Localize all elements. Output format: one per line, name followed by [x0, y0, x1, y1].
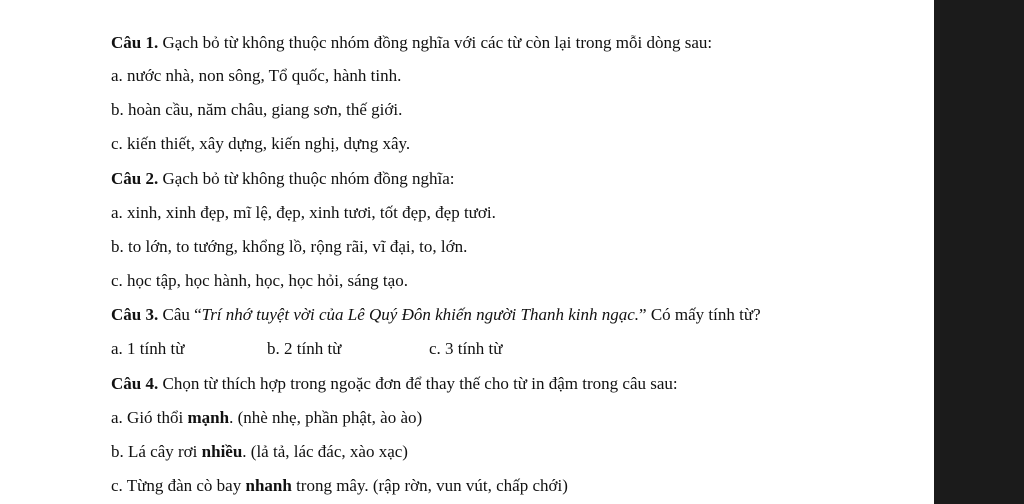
question-4 [111, 374, 678, 394]
question-4-text: Chọn từ thích hợp trong ngoặc đơn để thay thế cho từ in đậm trong câu sau: [158, 374, 678, 393]
question-1-line-a: a. nước nhà, non sông, Tổ quốc, hành tinh. [111, 66, 402, 85]
question-4-a-bold-word: mạnh [187, 408, 230, 427]
question-3-options [111, 339, 502, 359]
question-3 [111, 305, 761, 325]
question-4-b-pre: b. Lá cây rơi [111, 442, 202, 461]
question-3-label: Câu 3. [111, 305, 159, 324]
question-3-option-a: a. 1 tính từ [111, 339, 185, 358]
question-4-a-pre: a. Gió thổi [111, 408, 188, 427]
question-3-option-c: c. 3 tính từ [429, 339, 503, 358]
question-4-line-a [111, 408, 422, 428]
question-2-label: Câu 2. [111, 169, 159, 188]
question-4-c-bold-word: nhanh [245, 476, 292, 495]
dark-side-margin [934, 0, 1024, 504]
question-4-b-post: . (lả tả, lác đác, xào xạc) [242, 442, 408, 461]
question-2-line-c: c. học tập, học hành, học, học hỏi, sáng tạo. [111, 271, 408, 290]
question-1-text: Gạch bỏ từ không thuộc nhóm đồng nghĩa với các từ còn lại trong mỗi dòng sau: [158, 33, 713, 52]
question-3-post: ” Có mấy tính từ? [639, 305, 761, 324]
question-4-b-bold-word: nhiều [201, 442, 243, 461]
question-3-pre: Câu “ [158, 305, 202, 324]
question-1 [111, 33, 712, 53]
question-4-c-post: trong mây. (rập rờn, vun vút, chấp chới) [291, 476, 568, 495]
question-4-line-b [111, 442, 408, 462]
question-4-c-pre: c. Từng đàn cò bay [111, 476, 246, 495]
question-2-line-a: a. xinh, xinh đẹp, mĩ lệ, đẹp, xinh tươi, tốt đẹp, đẹp tươi. [111, 203, 496, 222]
question-3-option-b: b. 2 tính từ [267, 339, 342, 358]
question-2 [111, 169, 455, 189]
question-4-label: Câu 4. [111, 374, 159, 393]
question-2-text: Gạch bỏ từ không thuộc nhóm đồng nghĩa: [158, 169, 455, 188]
question-2-line-b: b. to lớn, to tướng, khổng lồ, rộng rãi, vĩ đại, to, lớn. [111, 237, 468, 256]
question-4-a-post: . (nhè nhẹ, phần phật, ào ào) [229, 408, 423, 427]
question-3-quote: Trí nhớ tuyệt vời của Lê Quý Đôn khiến người Thanh kinh ngạc. [201, 305, 640, 324]
question-1-label: Câu 1. [111, 33, 159, 52]
question-1-line-b: b. hoàn cầu, năm châu, giang sơn, thế giới. [111, 100, 403, 119]
question-1-line-c: c. kiến thiết, xây dựng, kiến nghị, dựng xây. [111, 134, 411, 153]
question-4-line-c [111, 476, 568, 496]
